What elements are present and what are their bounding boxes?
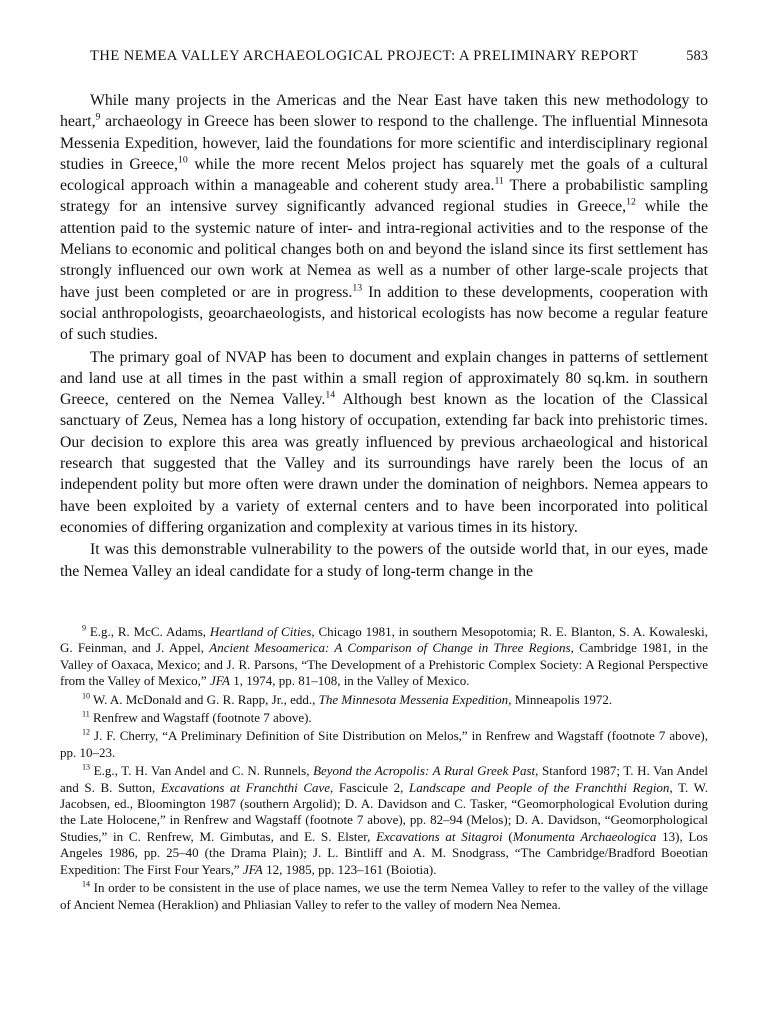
footnote [60,692,708,708]
footnote-text: , Stanford 1987; T. H. Van Andel and S. B. Sutton, [60,763,709,795]
paragraph-text: While many projects in the Americas and the Near East have taken this new methodology to heart, [60,92,708,131]
footnote-ref: 9 [82,623,87,633]
footnote-text: In order to be consistent in the use of place names, we use the term Nemea Valley to refer to the valley of the village of Ancient Nemea (Heraklion) and Phliasian Valley to refer to the valley of modern Nea Nemea. [60,880,708,912]
footnote-ref: 10 [82,691,91,701]
italic-title: Excavations at Sitagroi [376,828,503,844]
footnote [60,710,708,726]
footnote-text: 1, 1974, pp. 81–108, in the Valley of Mexico. [229,673,470,689]
italic-title: Beyond the Acropolis: A Rural Greek Past [313,763,536,779]
body-text [60,90,708,582]
footnote-text: , Chicago 1981, in southern Mesopotomia; R. E. Blanton, S. A. Kowaleski, G. Feinman, and J. Appel, [60,624,708,656]
footnote-text: , Minneapolis 1972. [508,691,613,707]
paragraph-text: while the more recent Melos project has squarely met the goals of a cultural ecological approach within a manageable and coherent study area. [60,155,708,195]
footnote-text: , T. W. Jacobsen, ed., Bloomington 1987 (southern Argolid); D. A. Davidson and C. Tasker, “Geomorphological Evolution during the Late Holocene,” in Renfrew and Wagstaff (footnote 7 above), pp. 82–94 (Melos); D. A. Davidson, “Geomorphological Studies,” in C. Renfrew, M. Gimbutas, and E. S. Elster, [60,779,709,844]
paragraph [60,539,708,582]
footnote [60,763,708,878]
footnote-text: W. A. McDonald and G. R. Rapp, Jr., edd., [90,691,319,707]
footnote-ref: 13 [352,282,363,294]
paragraph-text: The primary goal of NVAP has been to document and explain changes in patterns of settlement and land use at all times in the past within a small region of approximately 80 sq.km. in southern Greece, centered on the Nemea Valley. [60,348,708,409]
footnote-ref: 11 [82,709,90,719]
footnote [60,624,708,690]
italic-title: JFA [242,861,263,877]
italic-title: Ancient Mesoamerica: A Comparison of Change in Three Regions [209,640,571,656]
footnote-text: 13), Los Angeles 1986, pp. 25–40 (the Drama Plain); J. L. Bintliff and A. M. Snodgrass, “The Cambridge/Bradford Boeotian Expedition: The First Four Years,” [60,828,708,877]
footnote [60,728,708,761]
italic-title: Landscape and People of the Franchthi Region [409,779,670,795]
italic-title: The Minnesota Messenia Expedition [318,691,509,707]
footnote-ref: 9 [95,112,101,124]
footnote-ref: 12 [626,197,636,209]
paragraph-text: Although best known as the location of the Classical sanctuary of Zeus, Nemea has a long history of occupation, extending far back into prehistoric times. Our decision to explore this area was greatly influenced by previous archaeological and historical research that suggested that the Valley and its surroundings have rarely been the locus of an independent polity but more often were drawn under the domination of neighbors. Nemea appears to have been exploited by a variety of external centers and to have been incorporated into political economies of differing organization and complexity at various times in its history. [60,391,708,536]
italic-title: Monumenta Archaeologica [512,828,657,844]
footnote-text: , Fascicule 2, [330,779,409,795]
page-header [90,48,708,72]
footnote-text: 12, 1985, pp. 123–161 (Boiotia). [262,861,437,877]
paragraph-text: archaeology in Greece has been slower to respond to the challenge. The influential Minnesota Messenia Expedition, however, laid the foundations for more scientific and interdisciplinary regional studies in Greece, [60,113,708,173]
footnote-text: , Cambridge 1981, in the Valley of Oaxaca, Mexico; and J. R. Parsons, “The Development of a Prehistoric Complex Society: A Regional Perspective from the Valley of Mexico,” [60,640,709,689]
page-number: 583 [686,48,708,64]
footnote [60,880,708,913]
italic-title: JFA [209,673,230,689]
footnote-ref: 14 [82,879,91,889]
italic-title: Heartland of Cities [209,624,312,639]
footnote-ref: 14 [325,389,336,401]
footnote-text: E.g., R. McC. Adams, [86,624,210,639]
footnote-text: E.g., T. H. Van Andel and C. N. Runnels, [90,763,314,779]
footnote-ref: 10 [178,154,188,166]
paragraph-text: There a probabilistic sampling strategy for an intensive survey significantly advanced regional studies in Greece, [60,177,708,216]
running-head: THE NEMEA VALLEY ARCHAEOLOGICAL PROJECT: A PRELIMINARY REPORT [90,48,639,64]
paragraph-text: In addition to these developments, cooperation with social anthropologists, geoarchaeologists, and historical ecologists has now become a regular feature of such studies. [60,283,708,344]
paragraph [60,90,708,346]
italic-title: Excavations at Franchthi Cave [160,779,331,795]
paragraph-text: It was this demonstrable vulnerability to the powers of the outside world that, in our eyes, made the Nemea Valley an ideal candidate for a study of long-term change in the [60,541,708,580]
footnote-ref: 11 [494,175,504,187]
footnote-text: ( [502,828,513,844]
paragraph-text: while the attention paid to the systemic nature of inter- and intra-regional activities and to the response of the Melians to economic and political changes both on and beyond the island since its first settlement has strongly influenced our own work at Nemea as well as a number of other large-scale projects that have just been completed or are in progress. [60,198,709,301]
paragraph [60,347,708,539]
footnote-ref: 12 [82,728,91,738]
footnote-text: J. F. Cherry, “A Preliminary Definition of Site Distribution on Melos,” in Renfrew and Wagstaff (footnote 7 above), pp. 10–23. [60,728,708,760]
footnote-ref: 13 [82,762,91,772]
footnote-text: Renfrew and Wagstaff (footnote 7 above). [89,710,312,726]
footnotes [60,624,708,915]
